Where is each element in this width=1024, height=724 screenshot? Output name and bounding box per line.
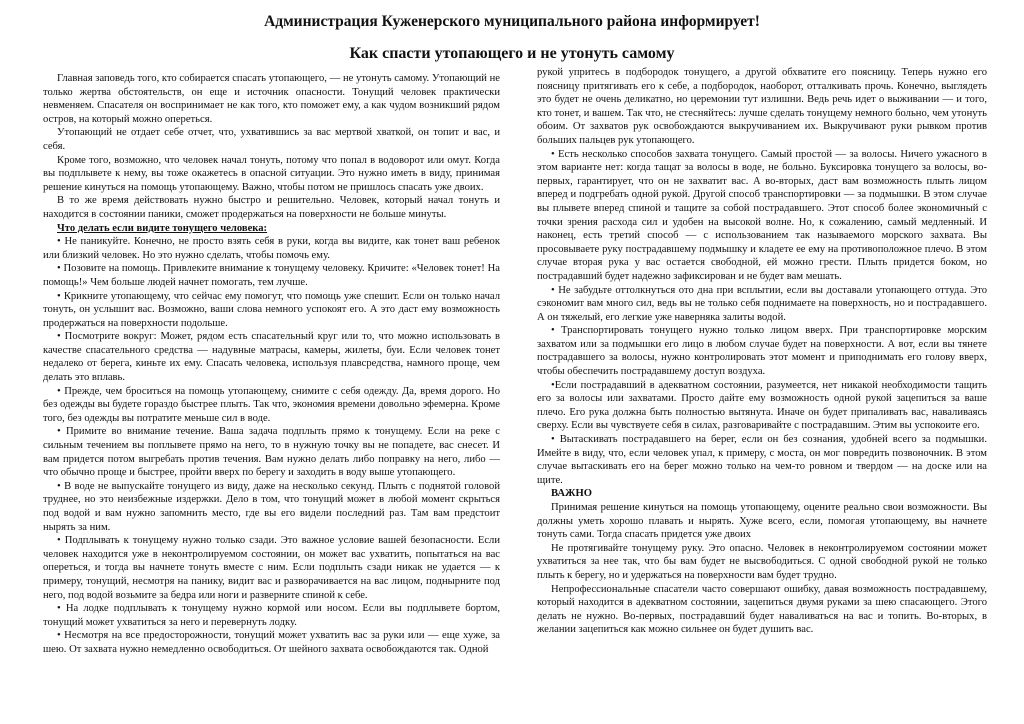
bullet-paragraph: • Не забудьте оттолкнуться ото дна при всплытии, если вы доставали утопающего оттуда. Это сэкономит вам много сил, ведь вы не только себя поднимаете на поверхность, но и пострадавшего. А он тяжелый, его легкие уже наверняка залиты водой.: [537, 284, 987, 323]
bullet-paragraph: • Подплывать к тонущему нужно только сзади. Это важное условие вашей безопасности. Если человек находится уже в неконтролируемом состоянии, он может вас ухватить, попытаться на вас опереться, и тогда вы начнете тонуть вместе с ним. Если подплыть сзади никак не удается — к примеру, тонущий, несмотря на панику, видит вас и разворачивается на вас лицом, поднырните под него, под водой возьмите за бедра или ноги и разверните спиной к себе.: [43, 535, 500, 601]
paragraph-continuation: рукой упритесь в подбородок тонущего, а другой обхватите его поясницу. Теперь нужно его поясницу притягивать его к себе, а подбородок, наоборот, отталкивать прочь. Конечно, выглядеть это будет не очень деликатно, но церемонии тут излишни. Ведь речь идет о выживании — и того, кто тонет, и вашем. Так что, не стесняйтесь: лучше сделать тонущему немного больно, чем утонуть обоим. От захватов рук освобождаются выкручиванием их. Выкручивают руки рывком против больших пальцев рук утопающего.: [537, 67, 987, 146]
bullet-paragraph: • Транспортировать тонущего нужно только лицом вверх. При транспортировке морским захватом или за подмышки его лицо в любом случае будет на поверхности. А вот, если вы тянете пострадавшего за волосы, нужно контролировать этот момент и приподнимать его голову вверх, чтобы обеспечить пострадавшему доступ воздуха.: [537, 325, 987, 378]
bullet-paragraph: • Позовите на помощь. Привлеките внимание к тонущему человеку. Кричите: «Человек тонет! На помощь!» Чем больше людей начнет помогать, тем лучше.: [43, 263, 500, 288]
article-title: Как спасти утопающего и не утонуть самому: [349, 45, 675, 62]
left-column: [43, 72, 500, 718]
section-subheading: Что делать если видите тонущего человека:: [57, 222, 268, 234]
bullet-paragraph: • Примите во внимание течение. Ваша задача подплыть прямо к тонущему. Если на реке с сильным течением вы поплывете прямо на него, то в нужную точку вы не попадете, вас снесет. И вам придется потом выгребать против течения. Вам нужно делать либо поправку на него, либо — что обычно проще и быстрее, пройти вверх по берегу и заходить в воду выше утопающего.: [43, 426, 500, 479]
paragraph: Утопающий не отдает себе отчет, что, ухватившись за вас мертвой хваткой, он топит и вас, и себя.: [43, 127, 500, 152]
bullet-paragraph: • Несмотря на все предосторожности, тонущий может ухватить вас за руки или — еще хуже, за шею. От захвата нужно немедленно освободиться. От шейного захвата освобождаются так. Одной: [43, 630, 500, 655]
paragraph: Не протягивайте тонущему руку. Это опасно. Человек в неконтролируемом состоянии может ухватиться за нее так, что бы вам будет не высвободиться. С одной свободной рукой не только плыть к берегу, но и удержаться на поверхности вам будет трудно.: [537, 542, 987, 581]
right-column: [537, 66, 987, 718]
paragraph: Принимая решение кинуться на помощь утопающему, оцените реально свои возможности. Вы должны уметь хорошо плавать и нырять. Хуже всего, если, помогая утопающему, вы начнете тонуть сами. Тогда спасать придется уже двоих: [537, 502, 987, 541]
bullet-paragraph: • Крикните утопающему, что сейчас ему помогут, что помощь уже спешит. Если он только начал тонуть, он услышит вас. Возможно, ваши слова немного успокоят его. А это даст ему возможность продержаться на поверхности подольше.: [43, 290, 500, 329]
important-heading: ВАЖНО: [551, 488, 593, 500]
bullet-paragraph: • Вытаскивать пострадавшего на берег, если он без сознания, удобней всего за подмышки. Имейте в виду, что, если человек упал, к примеру, с моста, он мог повредить позвоночник. В этом случае вытаскивать его на берег можно только на чем-то ровном и твердом — на доске или на щите.: [537, 434, 987, 486]
paragraph: Кроме того, возможно, что человек начал тонуть, потому что попал в водоворот или омут. Когда вы подплывете к нему, вы тоже окажетесь в опасной ситуации. Это нужно иметь в виду, принимая решение кинуться на помощь утопающему. Важно, чтобы потом не пришлось спасать уже двоих.: [43, 154, 500, 193]
paragraph: Главная заповедь того, кто собирается спасать утопающего, — не утонуть самому. Утопающий не только жертва обстоятельств, он еще и источник опасности. Тонущий человек практически невменяем. Спасателя он воспринимает не как того, кто поможет ему, а как чудом возникший рядом остров, на который можно опереться.: [43, 73, 500, 125]
bullet-paragraph: • Есть несколько способов захвата тонущего. Самый простой — за волосы. Ничего ужасного в этом варианте нет: когда тащат за волосы в воде, не больно. Буксировка тонущего за волосы, во-первых, гарантирует, что он не захватит вас. А во-вторых, даст вам возможность плыть лицом вперед и подгребать одной рукой. Другой способ транспортировки — за подмышки. В этом случае вы плывете вперед спиной и тащите за собой пострадавшего. Этот способ более экономичный с точки зрения расхода сил и удобен на высокой волне. Но, к сожалению, самый медленный. И наконец, есть третий способ — с использованием так называемого морского захвата. Вы просовываете руку пострадавшему подмышку и кладете ее ему на противоположное плечо. В этом случае вторая рука у вас остается свободной, ей можно грести. Плыть придется боком, но пострадавший будет надежно зафиксирован и не будет вам мешать.: [537, 148, 987, 282]
header-announcement: Администрация Куженерского муниципального района информирует!: [264, 13, 760, 30]
paragraph: Непрофессиональные спасатели часто совершают ошибку, давая возможность пострадавшему, который находится в адекватном состоянии, зацепиться двумя руками за шею спасающего. Этого делать не нужно. Во-первых, пострадавший будет наваливаться на вас и топить. Во-вторых, в желании зацепиться как можно сильнее он будет душить вас.: [537, 583, 987, 636]
bullet-paragraph: •Если пострадавший в адекватном состоянии, разумеется, нет никакой необходимости тащить его за волосы или захватами. Просто дайте ему возможность одной рукой зацепиться за ваше плечо. Его рука должна быть полностью вытянута. Иначе он будет припаливать вас, наваливаясь сверху. Если вы чувствуете себя в силах, разговаривайте с пострадавшим. Этим вы успокоите его.: [537, 379, 987, 432]
bullet-paragraph: • На лодке подплывать к тонущему нужно кормой или носом. Если вы подплывете бортом, тонущий может ухватиться за него и перевернуть лодку.: [43, 603, 500, 628]
paragraph: В то же время действовать нужно быстро и решительно. Человек, который начал тонуть и находится в состоянии паники, сможет продержаться на поверхности не больше минуты.: [43, 195, 500, 220]
bullet-paragraph: • Посмотрите вокруг: Может, рядом есть спасательный круг или то, что можно использовать в качестве спасательного средства — надувные матрасы, камеры, жилеты, буи. Если человек тонет недалеко от берега, киньте их ему. Спасать человека, используя плавсредства, намного проще, чем делать это вплавь.: [43, 331, 500, 384]
bullet-paragraph: • Прежде, чем броситься на помощь утопающему, снимите с себя одежду. Да, время дорого. Но без одежды вы будете гораздо быстрее плыть. Так что, экономия времени довольно эфемерна. Кроме того, без одежды вы потратите меньше сил в воде.: [43, 385, 500, 424]
bullet-paragraph: • Не паникуйте. Конечно, не просто взять себя в руки, когда вы видите, как тонет ваш ребенок или близкий человек. Но это нужно сделать, чтобы помочь ему.: [43, 236, 500, 261]
bullet-paragraph: • В воде не выпускайте тонущего из виду, даже на несколько секунд. Плыть с поднятой головой труднее, но это неизбежные издержки. Дело в том, что тонущий может в любой момент скрыться под водой и вам нужно запомнить место, где вы его видели последний раз. Там вам предстоит нырять за ним.: [43, 480, 500, 533]
